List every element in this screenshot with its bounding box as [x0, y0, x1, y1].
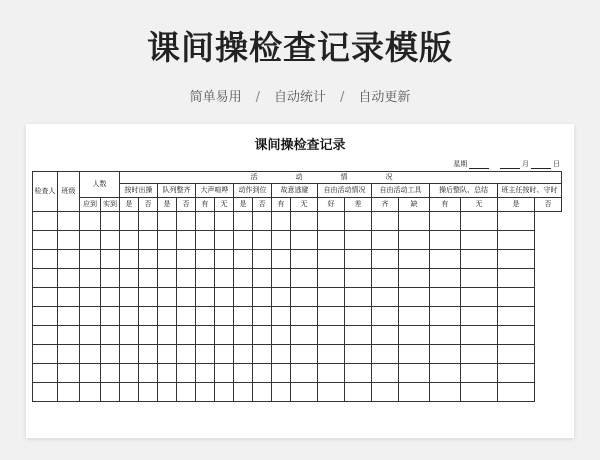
people-count-header: 人数: [80, 172, 120, 198]
table-cell: [215, 250, 234, 269]
table-cell: [234, 345, 253, 364]
table-cell: [399, 269, 430, 288]
table-cell: [345, 250, 372, 269]
table-cell: [120, 250, 139, 269]
table-cell: [272, 212, 291, 231]
table-cell: [33, 231, 58, 250]
date-line: [453, 159, 560, 169]
table-cell: [80, 326, 101, 345]
table-cell: [158, 326, 177, 345]
activity-sub-header: 否: [535, 198, 562, 212]
table-row: [33, 212, 562, 231]
table-cell: [291, 212, 318, 231]
table-cell: [58, 326, 80, 345]
table-cell: [177, 326, 196, 345]
activity-sub-header: 有: [430, 198, 461, 212]
table-cell: [318, 326, 345, 345]
table-cell: [318, 269, 345, 288]
table-cell: [461, 269, 498, 288]
table-cell: [498, 212, 535, 231]
table-cell: [430, 345, 461, 364]
table-cell: [430, 250, 461, 269]
day-blank: [531, 162, 551, 169]
table-cell: [318, 383, 345, 402]
table-cell: [253, 288, 272, 307]
table-cell: [372, 383, 399, 402]
table-cell: [58, 250, 80, 269]
table-cell: [215, 345, 234, 364]
activity-group-header: 队列整齐: [158, 184, 196, 198]
table-cell: [139, 212, 158, 231]
activity-sub-header: 是: [498, 198, 535, 212]
table-cell: [399, 212, 430, 231]
weekday-label: 星期: [453, 160, 468, 168]
document-title: 课间操检查记录: [254, 138, 346, 153]
table-cell: [430, 364, 461, 383]
table-cell: [101, 250, 120, 269]
activity-sub-header: 无: [461, 198, 498, 212]
activity-sub-header: 有: [272, 198, 291, 212]
table-cell: [498, 364, 535, 383]
table-cell: [318, 288, 345, 307]
table-cell: [399, 288, 430, 307]
table-cell: [101, 307, 120, 326]
table-cell: [498, 345, 535, 364]
table-cell: [158, 288, 177, 307]
table-cell: [372, 269, 399, 288]
table-cell: [139, 231, 158, 250]
table-cell: [430, 383, 461, 402]
table-row: [33, 307, 562, 326]
inspector-header: 检查人: [33, 172, 58, 212]
table-cell: [196, 326, 215, 345]
table-cell: [253, 364, 272, 383]
table-cell: [272, 288, 291, 307]
table-cell: [253, 231, 272, 250]
table-cell: [196, 250, 215, 269]
activity-group-header: 按时出操: [120, 184, 158, 198]
activity-group-header: 操后整队、总结: [430, 184, 498, 198]
activity-sub-header: 否: [139, 198, 158, 212]
table-cell: [80, 288, 101, 307]
activity-sub-header: 是: [234, 198, 253, 212]
table-cell: [139, 345, 158, 364]
table-cell: [158, 364, 177, 383]
table-cell: [498, 383, 535, 402]
table-cell: [215, 231, 234, 250]
table-cell: [158, 383, 177, 402]
table-cell: [58, 307, 80, 326]
table-cell: [318, 250, 345, 269]
table-cell: [399, 307, 430, 326]
table-cell: [272, 269, 291, 288]
activity-sub-header: 否: [253, 198, 272, 212]
tag-auto-stats: 自动统计: [273, 90, 326, 105]
table-cell: [234, 307, 253, 326]
table-cell: [345, 231, 372, 250]
table-cell: [177, 250, 196, 269]
table-cell: [498, 288, 535, 307]
table-cell: [234, 269, 253, 288]
table-cell: [80, 212, 101, 231]
table-cell: [272, 345, 291, 364]
activity-group-header: 故意逃避: [272, 184, 318, 198]
table-cell: [139, 288, 158, 307]
table-cell: [139, 250, 158, 269]
table-cell: [120, 307, 139, 326]
table-cell: [158, 345, 177, 364]
table-cell: [158, 231, 177, 250]
table-cell: [177, 383, 196, 402]
table-cell: [272, 383, 291, 402]
table-cell: [33, 269, 58, 288]
activity-group-header: 动作到位: [234, 184, 272, 198]
tag-separator: /: [340, 90, 345, 105]
table-cell: [101, 345, 120, 364]
table-cell: [272, 326, 291, 345]
table-cell: [430, 269, 461, 288]
header-row-3: [33, 198, 562, 212]
table-cell: [345, 364, 372, 383]
activity-sub-header: 是: [158, 198, 177, 212]
table-cell: [80, 345, 101, 364]
table-cell: [291, 364, 318, 383]
table-cell: [120, 269, 139, 288]
table-cell: [461, 364, 498, 383]
table-cell: [461, 231, 498, 250]
table-cell: [399, 250, 430, 269]
table-cell: [345, 307, 372, 326]
table-cell: [345, 383, 372, 402]
table-cell: [33, 288, 58, 307]
table-cell: [291, 345, 318, 364]
table-cell: [139, 307, 158, 326]
table-cell: [291, 269, 318, 288]
table-row: [33, 364, 562, 383]
table-cell: [120, 326, 139, 345]
table-cell: [58, 288, 80, 307]
table-cell: [101, 326, 120, 345]
table-cell: [177, 364, 196, 383]
feature-tagline: [0, 86, 600, 105]
table-cell: [196, 383, 215, 402]
table-cell: [158, 269, 177, 288]
table-cell: [372, 288, 399, 307]
table-cell: [215, 269, 234, 288]
table-cell: [372, 212, 399, 231]
table-cell: [177, 307, 196, 326]
month-label: 月: [522, 160, 529, 168]
table-cell: [372, 364, 399, 383]
table-cell: [253, 212, 272, 231]
table-cell: [461, 212, 498, 231]
table-cell: [430, 212, 461, 231]
actual-header: 实到: [101, 198, 120, 212]
activity-sub-header: 好: [318, 198, 345, 212]
tag-auto-update: 自动更新: [358, 90, 411, 105]
activity-group-header: 自由活动情况: [318, 184, 372, 198]
table-cell: [177, 345, 196, 364]
table-cell: [101, 383, 120, 402]
table-cell: [318, 307, 345, 326]
table-cell: [196, 345, 215, 364]
table-cell: [215, 364, 234, 383]
table-cell: [33, 307, 58, 326]
table-cell: [253, 269, 272, 288]
table-cell: [234, 383, 253, 402]
table-cell: [461, 288, 498, 307]
table-cell: [291, 383, 318, 402]
table-cell: [291, 307, 318, 326]
table-cell: [461, 383, 498, 402]
table-cell: [139, 364, 158, 383]
activity-sub-header: 有: [196, 198, 215, 212]
table-cell: [318, 212, 345, 231]
table-cell: [196, 269, 215, 288]
table-cell: [318, 345, 345, 364]
table-cell: [80, 269, 101, 288]
table-cell: [372, 250, 399, 269]
table-cell: [101, 288, 120, 307]
table-cell: [58, 269, 80, 288]
table-cell: [120, 383, 139, 402]
table-cell: [430, 288, 461, 307]
table-cell: [80, 231, 101, 250]
table-cell: [196, 364, 215, 383]
table-cell: [215, 288, 234, 307]
document-preview: [26, 124, 574, 438]
table-cell: [120, 212, 139, 231]
table-cell: [215, 326, 234, 345]
table-cell: [253, 250, 272, 269]
table-cell: [196, 231, 215, 250]
activity-group-header: 自由活动工具: [372, 184, 430, 198]
table-cell: [272, 231, 291, 250]
table-cell: [461, 250, 498, 269]
table-cell: [58, 212, 80, 231]
table-cell: [372, 307, 399, 326]
table-row: [33, 231, 562, 250]
table-cell: [291, 326, 318, 345]
table-cell: [291, 250, 318, 269]
table-cell: [345, 288, 372, 307]
table-cell: [461, 345, 498, 364]
table-cell: [196, 307, 215, 326]
table-cell: [215, 307, 234, 326]
tag-separator: /: [255, 90, 260, 105]
table-cell: [139, 383, 158, 402]
activity-header: 活动情况: [120, 172, 562, 184]
table-cell: [234, 364, 253, 383]
table-cell: [253, 307, 272, 326]
table-cell: [272, 250, 291, 269]
table-cell: [58, 383, 80, 402]
table-cell: [158, 250, 177, 269]
table-cell: [215, 383, 234, 402]
table-cell: [80, 364, 101, 383]
table-cell: [430, 326, 461, 345]
table-cell: [291, 288, 318, 307]
table-cell: [33, 364, 58, 383]
activity-sub-header: 无: [215, 198, 234, 212]
table-cell: [461, 307, 498, 326]
table-cell: [158, 212, 177, 231]
table-cell: [272, 364, 291, 383]
table-cell: [318, 231, 345, 250]
table-cell: [196, 288, 215, 307]
table-cell: [139, 326, 158, 345]
activity-sub-header: 无: [291, 198, 318, 212]
table-row: [33, 269, 562, 288]
expected-header: 应到: [80, 198, 101, 212]
table-cell: [58, 231, 80, 250]
table-cell: [120, 231, 139, 250]
weekday-blank: [469, 162, 489, 169]
table-cell: [101, 212, 120, 231]
table-cell: [345, 326, 372, 345]
table-cell: [498, 250, 535, 269]
table-cell: [158, 307, 177, 326]
table-cell: [33, 383, 58, 402]
table-cell: [399, 383, 430, 402]
table-cell: [177, 288, 196, 307]
table-cell: [80, 250, 101, 269]
activity-sub-header: 缺: [399, 198, 430, 212]
tag-easy-to-use: 简单易用: [189, 90, 242, 105]
table-cell: [234, 212, 253, 231]
table-cell: [345, 345, 372, 364]
table-cell: [498, 269, 535, 288]
table-cell: [399, 345, 430, 364]
table-cell: [372, 231, 399, 250]
table-cell: [345, 212, 372, 231]
table-cell: [318, 364, 345, 383]
table-row: [33, 383, 562, 402]
table-cell: [177, 212, 196, 231]
table-cell: [196, 212, 215, 231]
table-cell: [234, 288, 253, 307]
table-cell: [430, 307, 461, 326]
activity-sub-header: 齐: [372, 198, 399, 212]
table-cell: [272, 307, 291, 326]
table-cell: [498, 307, 535, 326]
table-cell: [58, 364, 80, 383]
table-cell: [291, 231, 318, 250]
table-cell: [399, 326, 430, 345]
table-cell: [177, 269, 196, 288]
table-cell: [234, 250, 253, 269]
table-row: [33, 345, 562, 364]
table-cell: [33, 326, 58, 345]
activity-group-header: 大声喧哗: [196, 184, 234, 198]
header-row-1: [33, 172, 562, 184]
table-cell: [399, 364, 430, 383]
table-cell: [120, 345, 139, 364]
table-cell: [372, 345, 399, 364]
table-row: [33, 288, 562, 307]
activity-group-header: 班主任按时、守时: [498, 184, 562, 198]
table-cell: [80, 307, 101, 326]
table-row: [33, 326, 562, 345]
table-cell: [253, 345, 272, 364]
table-cell: [234, 326, 253, 345]
table-cell: [139, 269, 158, 288]
table-cell: [101, 231, 120, 250]
table-cell: [120, 288, 139, 307]
table-cell: [120, 364, 139, 383]
table-cell: [101, 269, 120, 288]
table-cell: [177, 231, 196, 250]
table-cell: [498, 326, 535, 345]
table-row: [33, 250, 562, 269]
page-headline: 课间操检查记录模版: [147, 28, 453, 67]
table-cell: [58, 345, 80, 364]
table-cell: [33, 250, 58, 269]
activity-sub-header: 是: [120, 198, 139, 212]
inspection-table: [32, 171, 562, 402]
table-cell: [253, 383, 272, 402]
table-cell: [461, 326, 498, 345]
table-cell: [498, 231, 535, 250]
table-cell: [215, 212, 234, 231]
table-cell: [33, 212, 58, 231]
activity-sub-header: 否: [177, 198, 196, 212]
day-label: 日: [553, 160, 560, 168]
month-blank: [500, 162, 520, 169]
table-cell: [80, 383, 101, 402]
table-cell: [372, 326, 399, 345]
table-cell: [33, 345, 58, 364]
activity-sub-header: 差: [345, 198, 372, 212]
class-header: 班级: [58, 172, 80, 212]
table-cell: [234, 231, 253, 250]
table-cell: [345, 269, 372, 288]
table-cell: [101, 364, 120, 383]
table-cell: [253, 326, 272, 345]
table-cell: [430, 231, 461, 250]
table-cell: [399, 231, 430, 250]
